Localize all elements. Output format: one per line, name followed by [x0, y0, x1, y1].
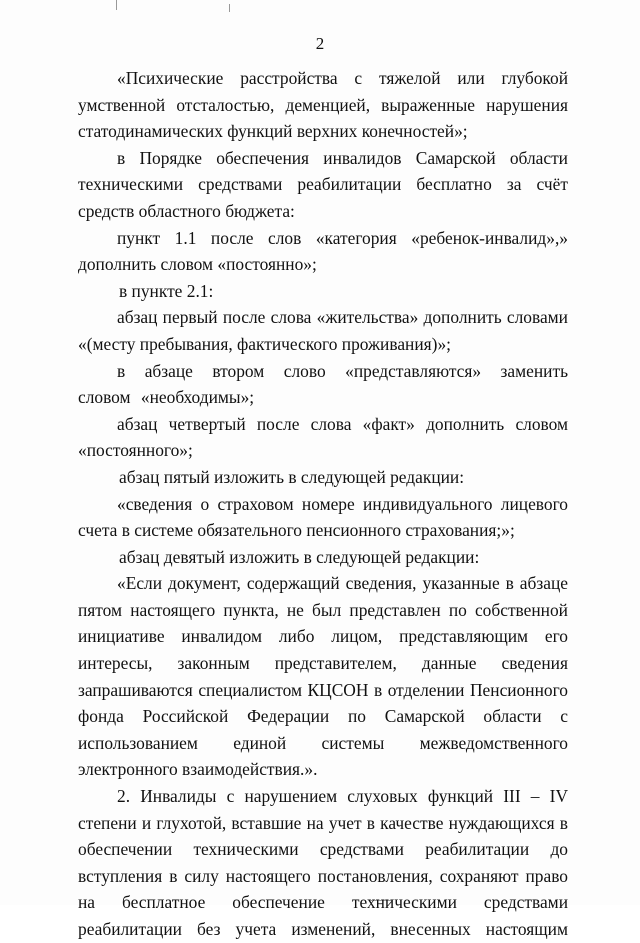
paragraph: «Если документ, содержащий сведения, указанные в абзаце пятом настоящего пункта, не был представлен по собственной инициативе инвалидом либо лицом, представляющим его интересы, законным представителем, данные сведения запрашиваются специалистом КЦСОН в отделении Пенсионного фонда Российской Федерации по Самарской области с использованием единой системы межведомственного электронного взаимодействия.». [78, 573, 568, 780]
paragraph: в пункте 2.1: [119, 280, 214, 301]
document-body [78, 65, 568, 943]
paragraph: «сведения о страховом номере индивидуального лицевого счета в системе обязательного пенсионного страхования;»; [78, 493, 568, 541]
paragraph: в Порядке обеспечения инвалидов Самарской области техническими средствами реабилитации бесплатно за счёт средств областного бюджета: [78, 147, 568, 221]
paragraph: абзац четвертый после слова «факт» дополнить словом «постоянного»; [78, 413, 568, 461]
paragraph: абзац пятый изложить в следующей редакции: [119, 466, 465, 487]
paragraph: абзац первый после слова «жительства» дополнить словами «(месту пребывания, фактического проживания)»; [78, 307, 568, 354]
page-number: 2 [315, 34, 325, 53]
paragraph: в абзаце втором слово «представляются» заменить словом «необходимы»; [78, 360, 568, 408]
scan-artifact [116, 0, 117, 10]
scan-artifact [229, 4, 230, 12]
paragraph: абзац девятый изложить в следующей редакции: [119, 546, 480, 567]
paragraph: 2. Инвалиды с нарушением слуховых функций III – IV степени и глухотой, вставшие на учет в качестве нуждающихся в обеспечении техническими средствами реабилитации до вступления в силу настоящего постановления, сохраняют право на бесплатное обеспечение техническими средствами реабилитации без учета изменений, внесенных настоящим [78, 786, 568, 939]
paragraph: «Психические расстройства с тяжелой или глубокой умственной отсталостью, деменцией, выраженные нарушения статодинамических функций верхних конечностей»; [78, 68, 568, 142]
paragraph: пункт 1.1 после слов «категория «ребенок-инвалид»,» дополнить словом «постоянно»; [78, 227, 568, 275]
